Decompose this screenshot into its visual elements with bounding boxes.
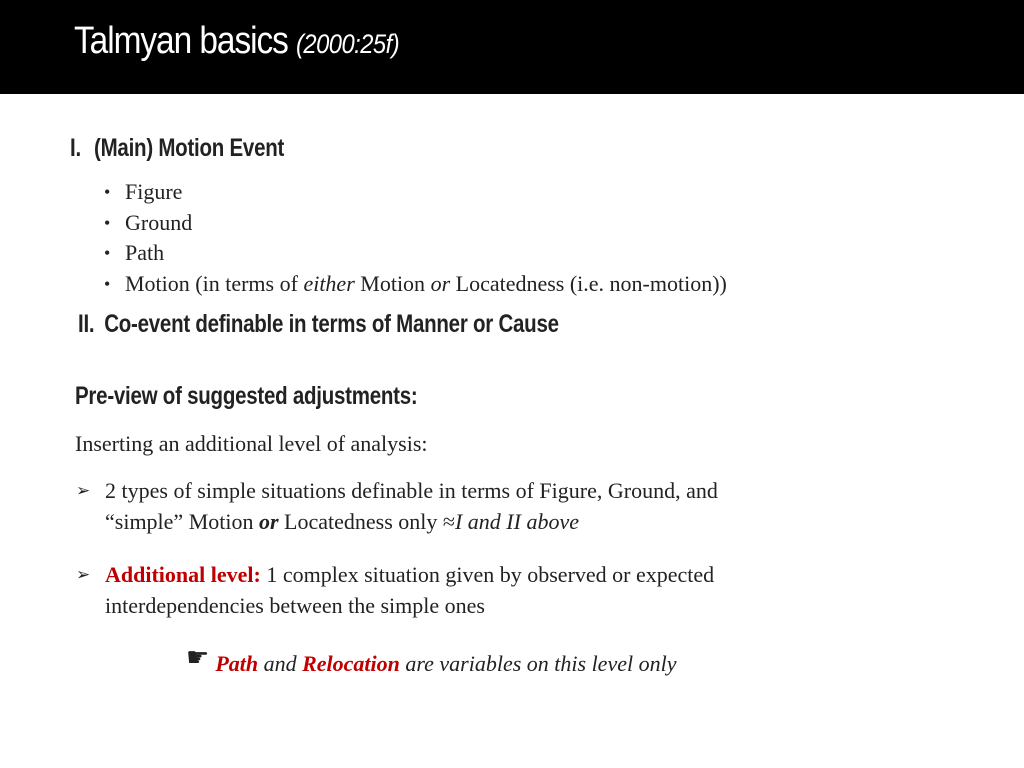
motion-text-part2: Motion — [354, 270, 431, 296]
motion-text-part1: Motion (in terms of — [125, 270, 304, 296]
section-2-heading — [78, 310, 559, 339]
item1-line2-part1: “simple” Motion — [105, 508, 259, 534]
item2-line1 — [105, 560, 714, 591]
section-2-heading-text: Co-event definable in terms of Manner or Cause — [104, 310, 559, 338]
motion-text-either: either — [303, 270, 355, 296]
relocation-label: Relocation — [302, 651, 400, 676]
motion-text-or: or — [430, 270, 451, 296]
approx-symbol: ≈ — [442, 508, 455, 534]
slide-title-text: Talmyan basics — [74, 20, 288, 62]
item1-line2-part2: Locatedness only — [278, 508, 443, 534]
item1-or: or — [258, 508, 279, 534]
bullet-dot-icon: • — [104, 273, 111, 294]
motion-text-part3: Locatedness (i.e. non-motion)) — [450, 270, 727, 296]
motion-event-list — [104, 177, 727, 299]
title-bar — [0, 0, 1024, 94]
bullet-dot-icon: • — [104, 182, 111, 202]
list-item-motion — [104, 269, 727, 300]
bullet-dot-icon: • — [104, 243, 111, 263]
preview-intro-text: Inserting an additional level of analysis: — [75, 431, 428, 456]
section-1-number: I. — [70, 134, 81, 162]
list-item-figure — [104, 177, 727, 208]
section-1-heading-text: (Main) Motion Event — [94, 134, 285, 162]
conclusion-line — [186, 643, 677, 678]
list-item-path — [104, 238, 727, 269]
arrow-bullet-icon: ➢ — [76, 565, 91, 585]
conclusion-and: and — [258, 651, 303, 676]
bullet-dot-icon: • — [104, 212, 111, 233]
item1-line1: 2 types of simple situations definable in terms of Figure, Ground, and — [105, 478, 718, 503]
adjustment-item-simple-situations — [76, 476, 718, 537]
additional-level-label: Additional level: — [105, 562, 261, 587]
item1-italic-ref: I and II above — [454, 508, 579, 534]
preview-heading: Pre-view of suggested adjustments: — [75, 382, 418, 410]
arrow-bullet-icon: ➢ — [76, 481, 91, 501]
pointing-hand-icon: ☛ — [186, 643, 210, 673]
item2-line1-text: 1 complex situation given by observed or expected — [260, 562, 715, 587]
list-item-text: Ground — [125, 209, 193, 235]
list-item-text: Figure — [125, 179, 183, 204]
section-1-heading — [70, 134, 284, 163]
adjustment-item-additional-level — [76, 560, 714, 621]
conclusion-rest: are variables on this level only — [399, 651, 677, 676]
item2-line2: interdependencies between the simple ones — [105, 592, 485, 618]
list-item-text: Path — [125, 240, 165, 265]
item1-line2 — [105, 507, 718, 538]
list-item-ground — [104, 208, 727, 239]
slide-title-reference: (2000:25f) — [296, 29, 400, 59]
path-label: Path — [215, 651, 259, 676]
section-2-number: II. — [78, 310, 95, 338]
slide-title — [74, 20, 399, 63]
